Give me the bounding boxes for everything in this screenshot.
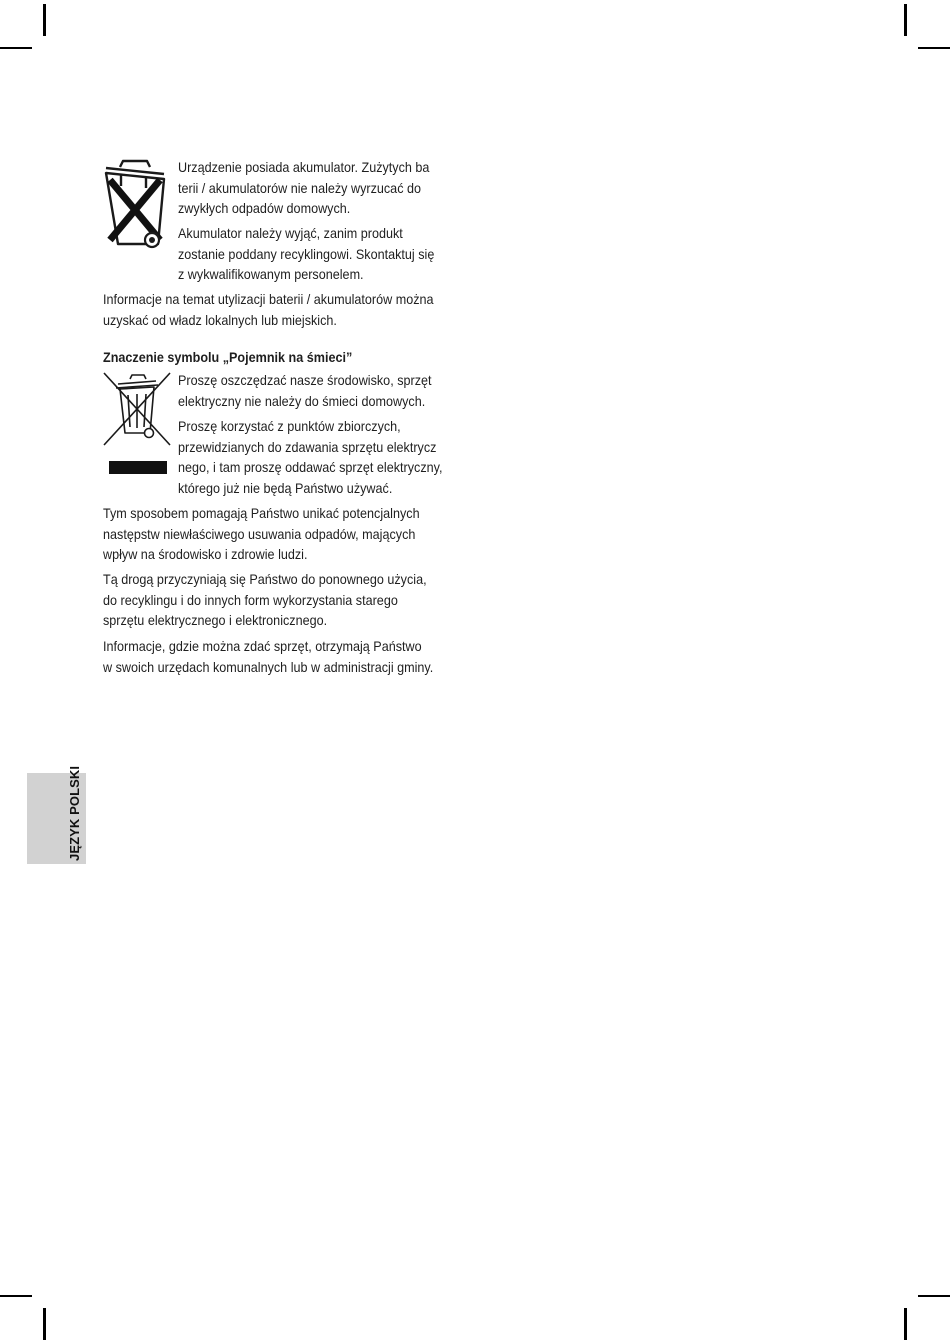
text-line: Tą drogą przyczyniają się Państwo do ponownego użycia, <box>103 571 427 587</box>
language-side-tab <box>27 765 86 864</box>
weee-paragraph-1 <box>178 370 432 411</box>
crop-mark <box>918 47 950 49</box>
crop-mark <box>0 1295 32 1297</box>
text-line: zwykłych odpadów domowych. <box>178 200 351 216</box>
crop-mark <box>904 1308 907 1340</box>
weee-heading <box>103 347 352 368</box>
text-line: Akumulator należy wyjąć, zanim produkt <box>178 225 403 241</box>
text-line: nego, i tam proszę oddawać sprzęt elektryczny, <box>178 459 443 475</box>
text-line: terii / akumulatorów nie należy wyrzucać do <box>178 179 422 196</box>
text-line: elektryczny nie należy do śmieci domowych. <box>178 392 426 409</box>
text-line: uzyskać od władz lokalnych lub miejskich. <box>103 311 337 328</box>
text-line: przewidzianych do zdawania sprzętu elektrycz <box>178 438 437 455</box>
weee-paragraph-3 <box>103 503 420 565</box>
text-line: w swoich urzędach komunalnych lub w administracji gminy. <box>103 658 434 675</box>
heading-text: Znaczenie symbolu „Pojemnik na śmieci” <box>103 349 353 365</box>
weee-crossed-bin-icon <box>102 371 174 477</box>
text-line: wpływ na środowisko i zdrowie ludzi. <box>103 546 308 562</box>
battery-paragraph-1 <box>178 157 429 219</box>
crossed-out-bin-battery-icon <box>102 158 172 250</box>
crop-mark <box>43 4 46 36</box>
crop-mark <box>0 47 32 49</box>
weee-paragraph-2 <box>178 416 443 498</box>
text-line: Informacje na temat utylizacji baterii / akumulatorów można <box>103 291 434 307</box>
text-line: z wykwalifikowanym personelem. <box>178 266 364 282</box>
crop-mark <box>904 4 907 36</box>
battery-paragraph-3 <box>103 289 434 330</box>
text-line: Proszę oszczędzać nasze środowisko, sprzęt <box>178 372 432 388</box>
text-line: Urządzenie posiada akumulator. Zużytych ba <box>178 159 430 175</box>
battery-paragraph-2 <box>178 223 434 285</box>
text-line: Proszę korzystać z punktów zbiorczych, <box>178 418 401 434</box>
crop-mark <box>43 1308 46 1340</box>
text-line: zostanie poddany recyklingowi. Skontaktuj się <box>178 245 435 262</box>
text-line: Informacje, gdzie można zdać sprzęt, otrzymają Państwo <box>103 638 422 654</box>
crop-mark <box>918 1295 950 1297</box>
weee-paragraph-5 <box>103 636 433 677</box>
weee-paragraph-4 <box>103 569 427 631</box>
text-line: Tym sposobem pomagają Państwo unikać potencjalnych <box>103 505 420 521</box>
text-line: następstw niewłaściwego usuwania odpadów, mających <box>103 525 416 542</box>
text-line: którego już nie będą Państwo używać. <box>178 479 393 496</box>
text-line: sprzętu elektrycznego i elektronicznego. <box>103 612 328 628</box>
language-tab-label: JĘZYK POLSKI <box>67 765 82 861</box>
text-line: do recyklingu i do innych form wykorzystania starego <box>103 591 398 608</box>
